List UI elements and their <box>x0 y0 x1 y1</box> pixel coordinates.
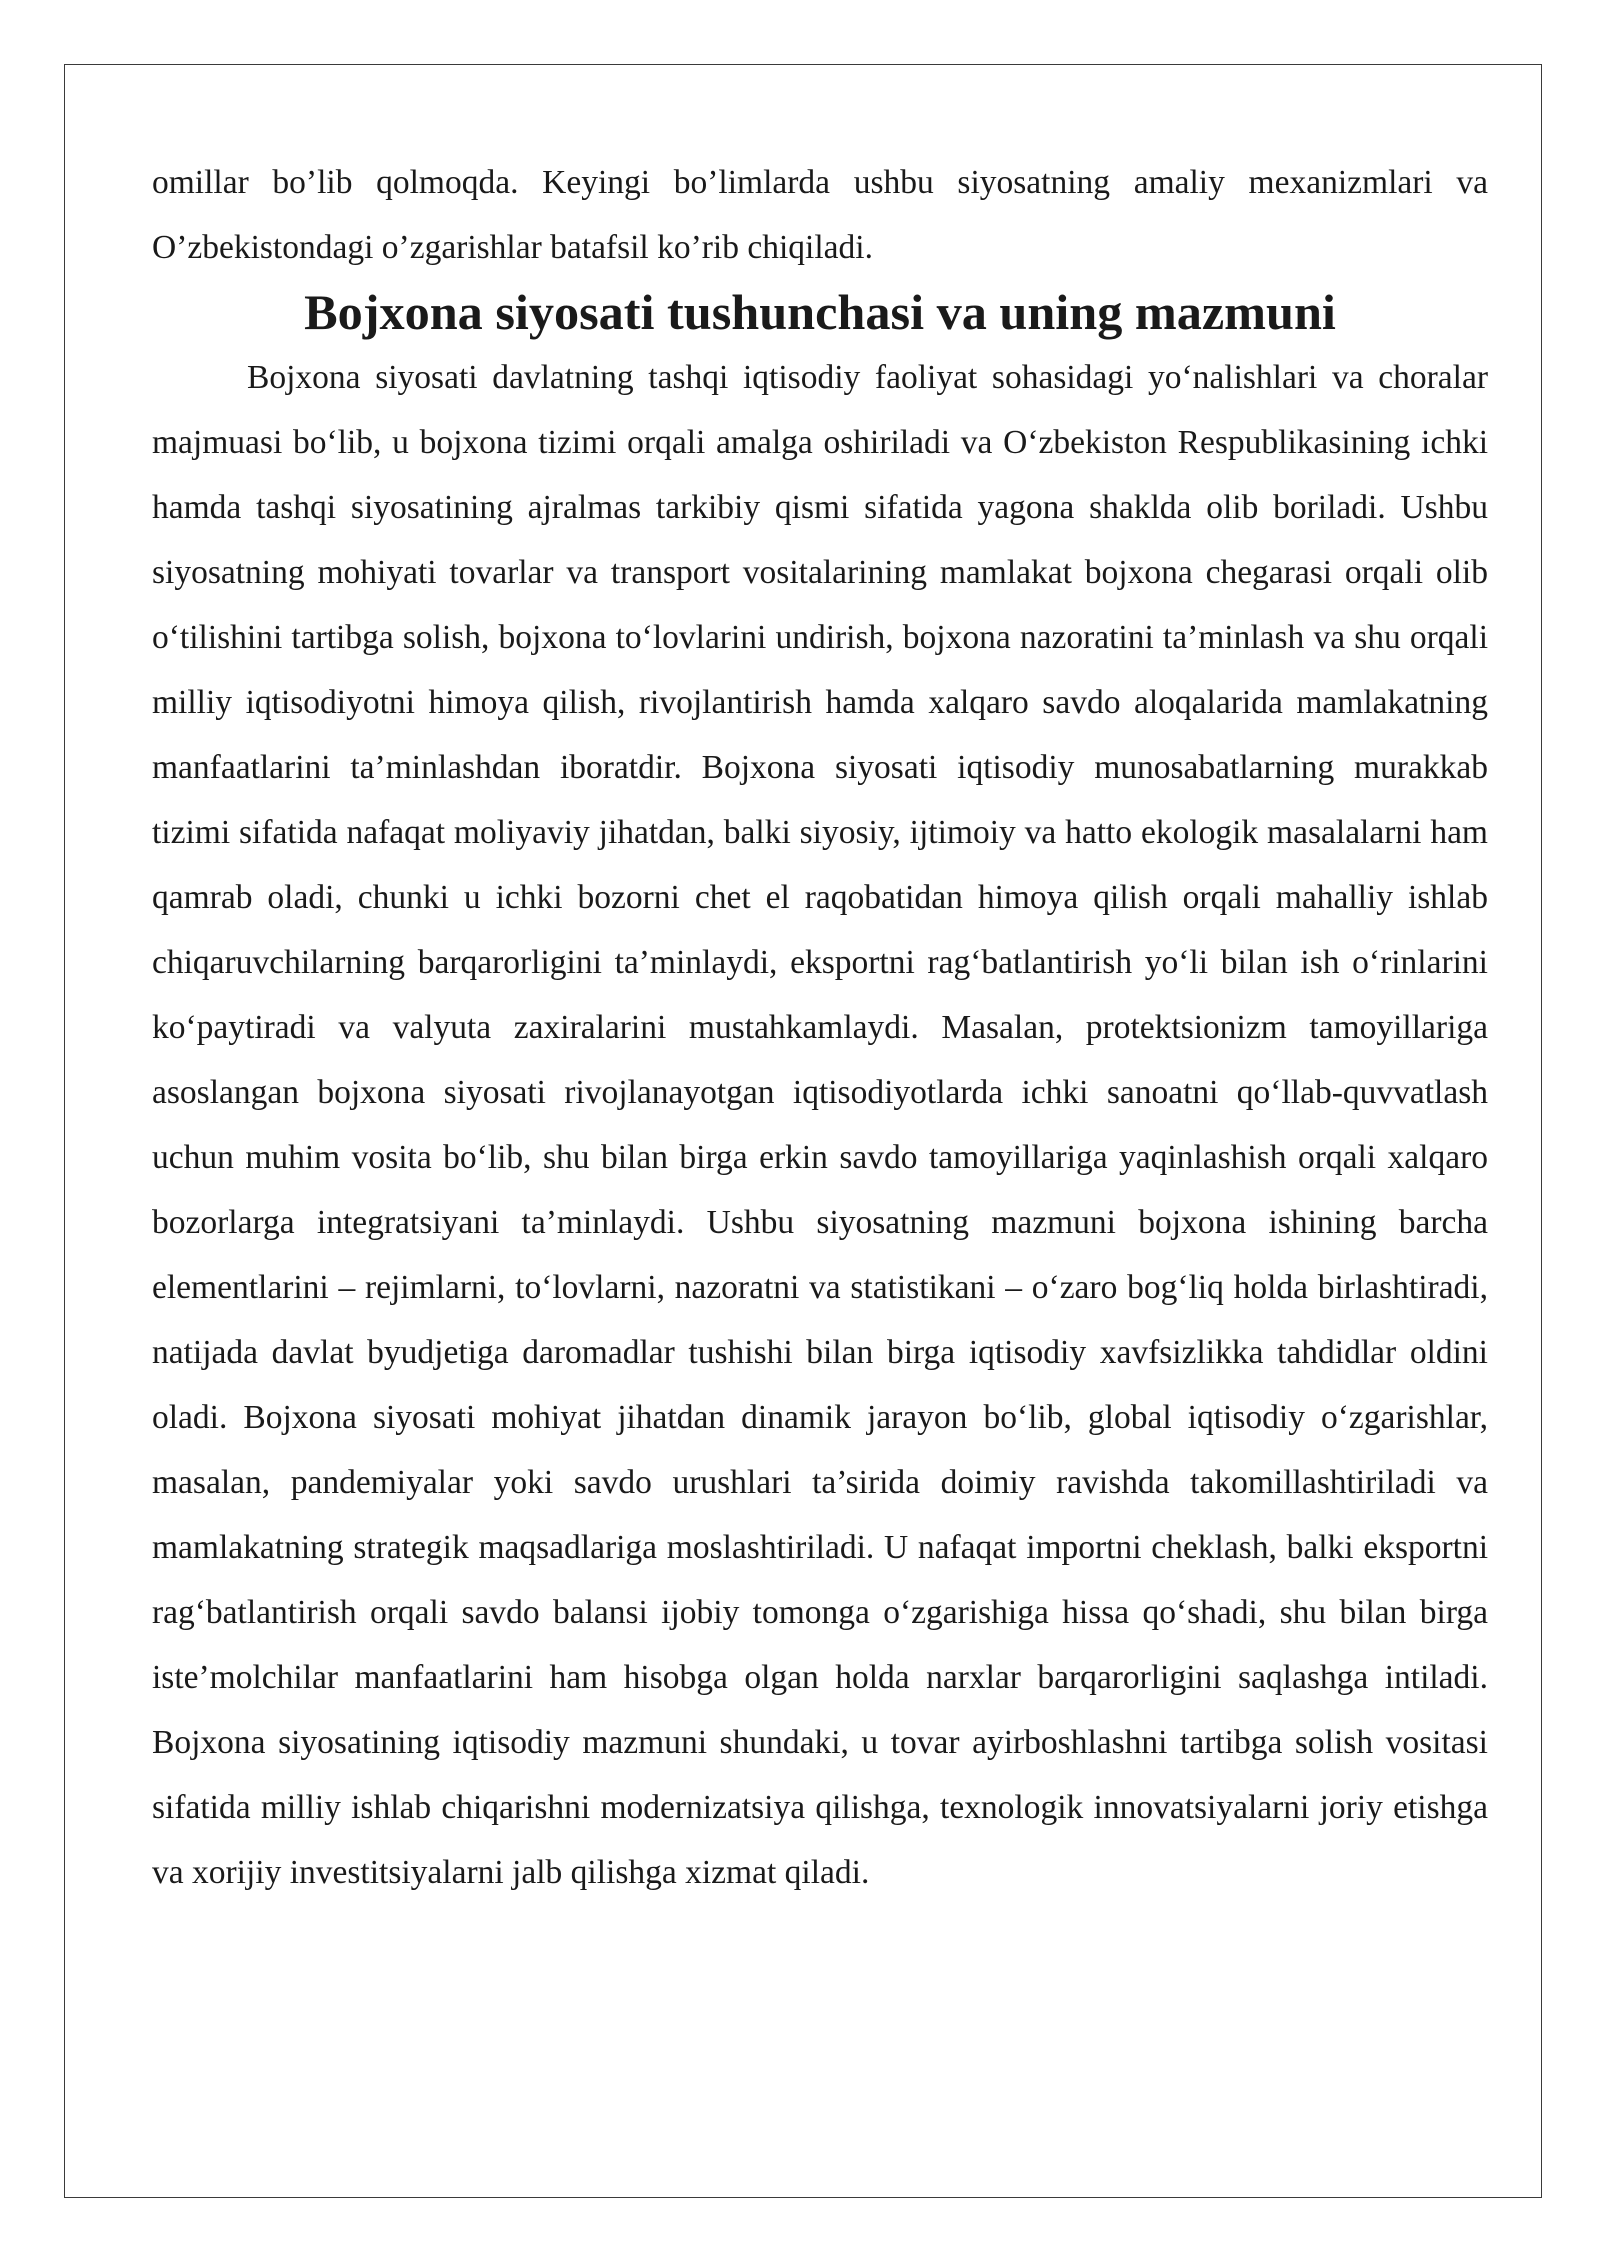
document-body <box>152 150 1488 1905</box>
section-heading: Bojxona siyosati tushunchasi va uning mazmuni <box>304 284 1336 340</box>
lead-paragraph: omillar bo’lib qolmoqda. Keyingi bo’limlarda ushbu siyosatning amaliy mexanizmlari va O’zbekistondagi o’zgarishlar batafsil ko’rib chiqiladi. <box>152 164 1488 266</box>
body-paragraph: Bojxona siyosati davlatning tashqi iqtisodiy faoliyat sohasidagi yo‘nalishlari va choralar majmuasi bo‘lib, u bojxona tizimi orqali amalga oshiriladi va O‘zbekiston Respublikasining ichki hamda tashqi siyosatining ajralmas tarkibiy qismi sifatida yagona shaklda olib boriladi. Ushbu siyosatning mohiyati tovarlar va transport vositalarining mamlakat bojxona chegarasi orqali olib o‘tilishini tartibga solish, bojxona to‘lovlarini undirish, bojxona nazoratini ta’minlash va shu orqali milliy iqtisodiyotni himoya qilish, rivojlantirish hamda xalqaro savdo aloqalarida mamlakatning manfaatlarini ta’minlashdan iboratdir. Bojxona siyosati iqtisodiy munosabatlarning murakkab tizimi sifatida nafaqat moliyaviy jihatdan, balki siyosiy, ijtimoiy va hatto ekologik masalalarni ham qamrab oladi, chunki u ichki bozorni chet el raqobatidan himoya qilish orqali mahalliy ishlab chiqaruvchilarning barqarorligini ta’minlaydi, eksportni rag‘batlantirish yo‘li bilan ish o‘rinlarini ko‘paytiradi va valyuta zaxiralarini mustahkamlaydi. Masalan, protektsionizm tamoyillariga asoslangan bojxona siyosati rivojlanayotgan iqtisodiyotlarda ichki sanoatni qo‘llab-quvvatlash uchun muhim vosita bo‘lib, shu bilan birga erkin savdo tamoyillariga yaqinlashish orqali xalqaro bozorlarga integratsiyani ta’minlaydi. Ushbu siyosatning mazmuni bojxona ishining barcha elementlarini – rejimlarni, to‘lovlarni, nazoratni va statistikani – o‘zaro bog‘liq holda birlashtiradi, natijada davlat byudjetiga daromadlar tushishi bilan birga iqtisodiy xavfsizlikka tahdidlar oldini oladi. Bojxona siyosati mohiyat jihatdan dinamik jarayon bo‘lib, global iqtisodiy o‘zgarishlar, masalan, pandemiyalar yoki savdo urushlari ta’sirida doimiy ravishda takomillashtiriladi va mamlakatning strategik maqsadlariga moslashtiriladi. U nafaqat importni cheklash, balki eksportni rag‘batlantirish orqali savdo balansi ijobiy tomonga o‘zgarishiga hissa qo‘shadi, shu bilan birga iste’molchilar manfaatlarini ham hisobga olgan holda narxlar barqarorligini saqlashga intiladi. Bojxona siyosatining iqtisodiy mazmuni shundaki, u tovar ayirboshlashni tartibga solish vositasi sifatida milliy ishlab chiqarishni modernizatsiya qilishga, texnologik innovatsiyalarni joriy etishga va xorijiy investitsiyalarni jalb qilishga xizmat qiladi. <box>152 359 1488 1891</box>
